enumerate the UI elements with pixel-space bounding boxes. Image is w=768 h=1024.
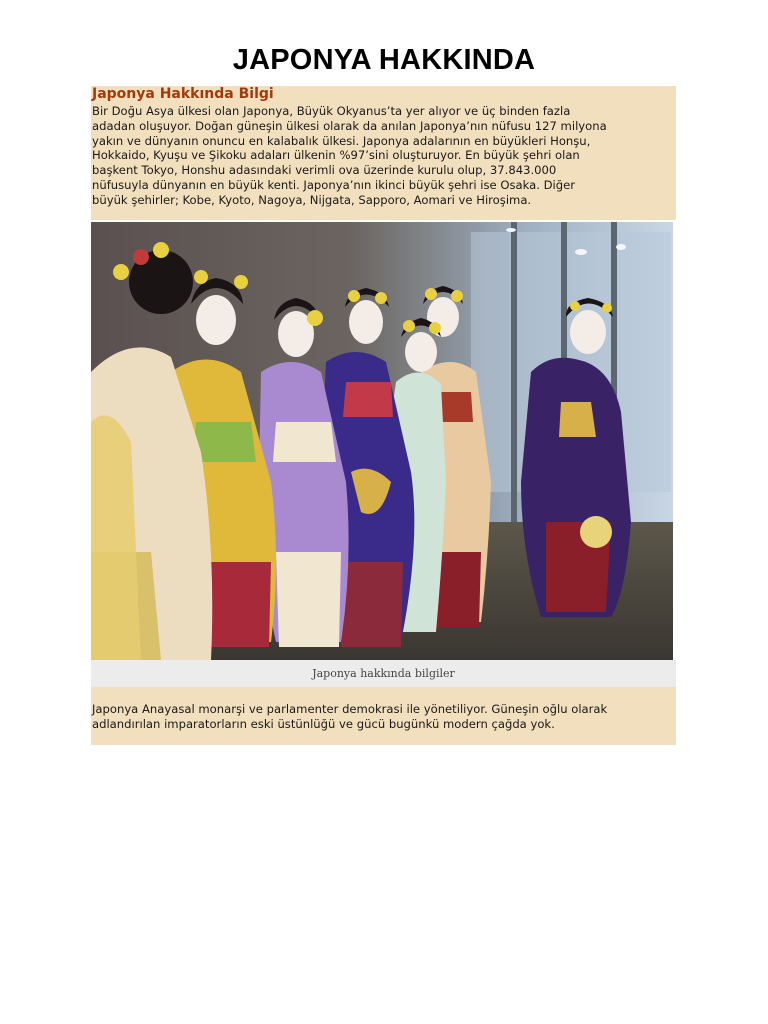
paragraph-line: Bir Doğu Asya ülkesi olan Japonya, Büyük Okyanus’ta yer alıyor ve üç binden fazla — [92, 104, 571, 118]
paragraph-line: büyük şehirler; Kobe, Kyoto, Nagoya, Nijgata, Sapporo, Aomari ve Hiroşima. — [92, 192, 532, 207]
photo-caption: Japonya hakkında bilgiler — [312, 667, 455, 680]
page-title: JAPONYA HAKKINDA — [232, 44, 536, 76]
paragraph-line: Hokkaido, Kyuşu ve Şikoku adaları ülkenin %97’sini oluşturuyor. En büyük şehri olan — [92, 148, 580, 163]
paragraph-line: adadan oluşuyor. Doğan güneşin ülkesi olarak da anılan Japonya’nın nüfusu 127 milyona — [92, 118, 607, 133]
paragraph-line: başkent Tokyo, Honshu adasındaki verimli ova üzerinde kurulu olup, 37.843.000 — [92, 163, 557, 178]
section-heading: Japonya Hakkında Bilgi — [92, 86, 274, 102]
paragraph-line: adlandırılan imparatorların eski üstünlüğü ve gücü bugünkü modern çağda yok. — [92, 716, 555, 731]
info-section — [91, 86, 676, 220]
geisha-photo — [91, 222, 673, 660]
government-paragraph — [92, 702, 607, 732]
caption-bar — [91, 660, 676, 687]
paragraph-line: nüfusuyla dünyanın en büyük kenti. Japonya’nın ikinci büyük şehri ise Osaka. Diğer — [92, 177, 576, 192]
paragraph-line: yakın ve dünyanın onuncu en kalabalık ülkesi. Japonya adalarının en büyükleri Honşu, — [92, 133, 591, 148]
intro-paragraph — [92, 104, 607, 208]
paragraph-line: Japonya Anayasal monarşi ve parlamenter demokrasi ile yönetiliyor. Güneşin oğlu olarak — [92, 702, 608, 716]
government-section — [91, 687, 676, 745]
